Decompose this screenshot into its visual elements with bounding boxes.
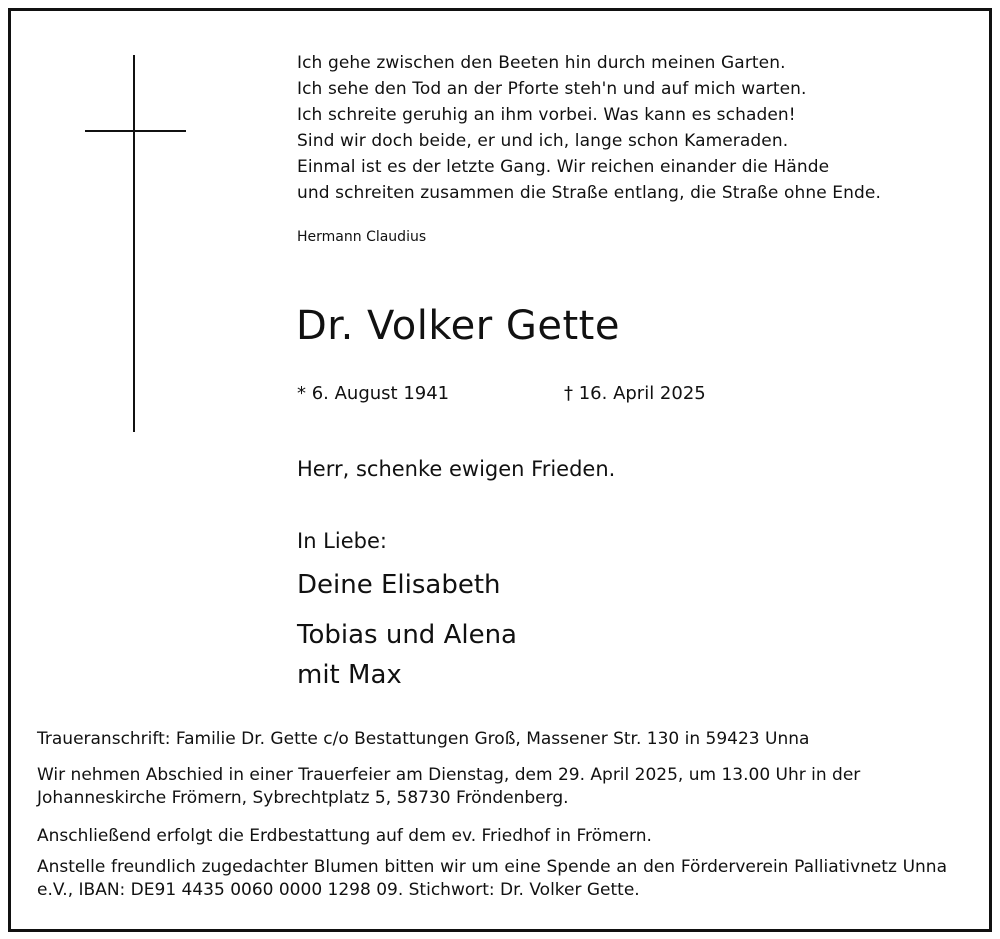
death-date: † 16. April 2025 [564,383,706,404]
mourner-name: mit Max [297,660,402,690]
mourner-name: Deine Elisabeth [297,570,501,600]
mourners-intro: In Liebe: [297,529,387,553]
poem-line: Sind wir doch beide, er und ich, lange schon Kameraden. [297,131,789,151]
poem [297,50,881,206]
poem-line: Ich gehe zwischen den Beeten hin durch meinen Garten. [297,53,786,73]
burial-info: Anschließend erfolgt die Erdbestattung auf dem ev. Friedhof in Frömern. [37,826,652,846]
cross-vertical-bar [133,55,135,432]
birth-date: * 6. August 1941 [297,383,450,404]
poem-author: Hermann Claudius [297,229,427,245]
poem-line: Ich schreite geruhig an ihm vorbei. Was kann es schaden! [297,105,796,125]
deceased-name: Dr. Volker Gette [296,303,620,349]
donation-request: Anstelle freundlich zugedachter Blumen bitten wir um eine Spende an den Förderverein Palliativnetz Unna e.V., IBAN: DE91 4435 0060 0000 1298 09. Stichwort: Dr. Volker Gette. [37,857,947,900]
cross-horizontal-bar [85,130,186,132]
poem-line: Einmal ist es der letzte Gang. Wir reichen einander die Hände [297,157,830,177]
mourning-address: Traueranschrift: Familie Dr. Gette c/o Bestattungen Groß, Massener Str. 130 in 59423 Unna [37,729,810,749]
mourner-name: Tobias und Alena [297,620,517,650]
funeral-service-info: Wir nehmen Abschied in einer Trauerfeier am Dienstag, dem 29. April 2025, um 13.00 Uhr in der Johanneskirche Frömern, Sybrechtplatz 5, 58730 Fröndenberg. [37,765,861,808]
prayer-text: Herr, schenke ewigen Frieden. [297,457,616,481]
poem-line: Ich sehe den Tod an der Pforte steh'n und auf mich warten. [297,79,807,99]
poem-line: und schreiten zusammen die Straße entlang, die Straße ohne Ende. [297,183,881,203]
